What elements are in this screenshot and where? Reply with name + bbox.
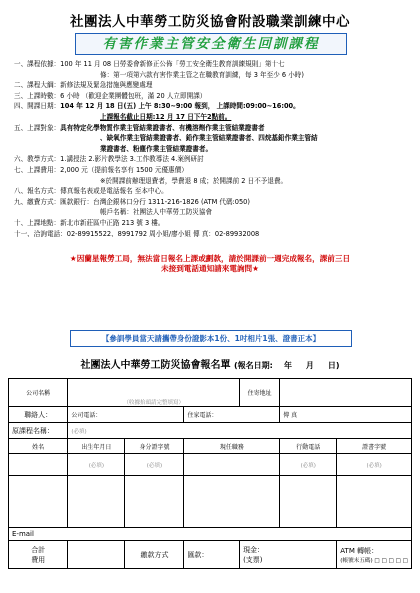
date-label: (報名日期: xyxy=(233,361,273,370)
registration-form xyxy=(8,378,412,569)
info-label: 七、上課費用： xyxy=(14,165,61,174)
cert-required: (必填) xyxy=(366,462,382,469)
info-label: 二、課程大綱： xyxy=(14,81,61,90)
info-text: 104 年 12 月 18 日(五) 上午 8:30~9:00 報到， 上課時間:09:00~16:00。 xyxy=(60,102,300,111)
info-text: 6 小時 （歡迎企業團體包班，滿 20 人立即開課） xyxy=(60,91,207,100)
page-title: 社團法人中華勞工防災協會附設職業訓練中心 xyxy=(70,14,350,30)
info-text: 業證書者、粉塵作業主管結業證書者。 xyxy=(100,144,213,153)
course-banner: 有害作業主管安全衛生回訓課程 xyxy=(75,33,347,55)
year-label: 年 xyxy=(283,361,292,370)
cash-field[interactable] xyxy=(240,541,337,569)
address-field[interactable] xyxy=(280,379,412,407)
info-text: 帳戶名稱：社團法人中華勞工防災協會 xyxy=(100,208,213,217)
info-text: 傳真報名表或是電話報名 至本中心。 xyxy=(60,187,168,196)
info-label: 八、報名方式： xyxy=(14,187,61,196)
total-fee-field[interactable] xyxy=(68,541,125,569)
info-row xyxy=(14,123,414,134)
col-id-number: 身分證字號 xyxy=(125,439,184,454)
col-birthday: 出生年月日 xyxy=(68,439,125,454)
cash-sub-label: (支票) xyxy=(243,555,263,564)
contact-label: 聯絡人： xyxy=(9,407,68,423)
info-text: 100 年 11 月 08 日勞委會新修正公佈「勞工安全衛生教育訓練規則」第十七 xyxy=(60,60,285,68)
company-name-hint: （收據抬頭請完整填寫） xyxy=(123,400,184,406)
info-text: 上課報名截止日期:12 月 17 日下午2點前。 xyxy=(100,112,232,121)
col-cert-number: 證書字號 xyxy=(337,439,412,454)
registration-title xyxy=(0,356,420,371)
info-row xyxy=(14,70,414,81)
bring-documents-notice: 【參訓學員當天請攜帶身份證影本1份、1吋相片1張、證書正本】 xyxy=(70,330,352,347)
info-text: 2,000 元（提前報名享有 1500 元優惠價） xyxy=(60,165,188,174)
info-row xyxy=(14,165,414,176)
home-phone-label: 住家電話： xyxy=(187,412,218,419)
id-required: (必填) xyxy=(146,462,163,469)
mobile-field[interactable] xyxy=(280,454,337,476)
warning-line-1: ★因蘭星報勞工局，無法當日報名上課或劃款，請於開課前一週完成報名，課前三日 xyxy=(69,254,351,263)
cash-label: 現金： xyxy=(243,545,265,554)
month-label: 月 xyxy=(305,361,314,370)
info-row xyxy=(14,112,414,123)
home-phone-field[interactable] xyxy=(184,407,280,423)
orig-cert-field[interactable] xyxy=(68,423,412,439)
info-text: 新北市新莊區中正路 213 號 3 樓。 xyxy=(60,218,165,227)
info-label: 十一、洽詢電話： xyxy=(14,229,67,238)
total-fee-label xyxy=(9,541,68,569)
id-number-field[interactable] xyxy=(125,454,184,476)
company-name-field[interactable] xyxy=(68,379,240,407)
orig-cert-label: 原課程名稱： xyxy=(9,423,68,439)
atm-field[interactable] xyxy=(337,541,412,569)
birthday-field[interactable] xyxy=(68,454,125,476)
info-text: 新修法規及緊急措施與應變處理 xyxy=(60,81,153,90)
atm-sub-label: (帳號末五碼) □ □ □ □ □ xyxy=(340,557,408,564)
birthday-field-2[interactable] xyxy=(68,476,125,528)
info-row xyxy=(14,207,414,218)
info-text: 1.講授法 2.影片教學法 3.工作教導法 4.案例研討 xyxy=(60,155,204,164)
col-name: 姓名 xyxy=(9,439,68,454)
pay-method-label: 繳款方式 xyxy=(125,541,184,569)
mobile-field-2[interactable] xyxy=(280,476,337,528)
info-label: 四、開課日期： xyxy=(14,102,61,111)
address-label: 住寄地址 xyxy=(240,379,280,407)
info-row xyxy=(14,229,414,240)
total-label: 合計 xyxy=(31,545,46,554)
table-row xyxy=(9,476,412,528)
position-field[interactable] xyxy=(184,454,280,476)
warning-line-2: 未接到電話通知請來電詢問★ xyxy=(161,264,259,273)
atm-label: ATM 轉帳： xyxy=(340,546,379,555)
email-field[interactable] xyxy=(9,528,412,541)
remit-label: 匯款： xyxy=(187,550,209,559)
company-phone-field[interactable] xyxy=(68,407,184,423)
fax-label: 傳 真 xyxy=(283,412,298,419)
registration-title-text: 社團法人中華勞工防災協會報名單 xyxy=(80,360,231,371)
info-label: 三、上課時數： xyxy=(14,91,61,100)
info-row xyxy=(14,91,414,102)
col-mobile: 行動電話 xyxy=(280,439,337,454)
course-info-list xyxy=(14,59,414,239)
email-label: E-mail xyxy=(12,530,34,538)
company-name-label: 公司名稱 xyxy=(9,379,68,407)
info-row xyxy=(14,59,414,70)
mobile-required: (必填) xyxy=(300,462,316,469)
info-label: 五、上課對象： xyxy=(14,123,61,132)
company-phone-label: 公司電話： xyxy=(71,412,102,419)
info-row xyxy=(14,218,414,229)
cert-number-field[interactable] xyxy=(337,454,412,476)
info-row xyxy=(14,176,414,187)
name-field-2[interactable] xyxy=(9,476,68,528)
day-label: 日) xyxy=(327,361,340,370)
info-label: 一、課程依據： xyxy=(14,60,61,68)
info-text: 具有特定化學物質作業主管結業證書者、有機溶劑作業主管結業證書者 xyxy=(60,123,265,132)
fee-label: 費用 xyxy=(31,555,46,564)
name-field[interactable] xyxy=(9,454,68,476)
info-text: 02-89915522、8991792 周小姐/廖小姐 傳 真：02-89932008 xyxy=(66,229,260,238)
info-row xyxy=(14,144,414,155)
orig-cert-required: (必填) xyxy=(71,428,87,435)
info-text: ※於開課前辦理退費者，學費退 8 成；於開課前 2 日不予退費。 xyxy=(100,176,288,185)
info-text: 條：第一項第六款有害作業主管之在職教育訓練，每 3 年至少 6 小時) xyxy=(100,70,304,79)
column-headers xyxy=(9,439,412,454)
info-row xyxy=(14,197,414,208)
cert-number-field-2[interactable] xyxy=(337,476,412,528)
fax-field[interactable] xyxy=(280,407,412,423)
info-label: 九、繳費方式： xyxy=(14,197,61,206)
info-label: 六、教學方式： xyxy=(14,155,61,164)
info-row xyxy=(14,80,414,91)
info-row xyxy=(14,154,414,165)
birthday-required: (必填) xyxy=(88,462,105,469)
info-row xyxy=(14,186,414,197)
info-row xyxy=(14,133,414,144)
info-row xyxy=(14,101,414,112)
position-field-2[interactable] xyxy=(184,476,280,528)
remit-field[interactable] xyxy=(184,541,240,569)
info-text: 匯款銀行：台灣企銀林口分行 1311-216-1826 (ATM 代碼:050) xyxy=(60,197,250,206)
info-label: 十、上課地點： xyxy=(14,218,61,227)
info-text: 、缺氧作業主管結業證書者、鉛作業主管結業證書者、四烷基鉛作業主管結 xyxy=(100,134,318,143)
id-number-field-2[interactable] xyxy=(125,476,184,528)
col-position: 現任職務 xyxy=(184,439,280,454)
table-row xyxy=(9,454,412,476)
